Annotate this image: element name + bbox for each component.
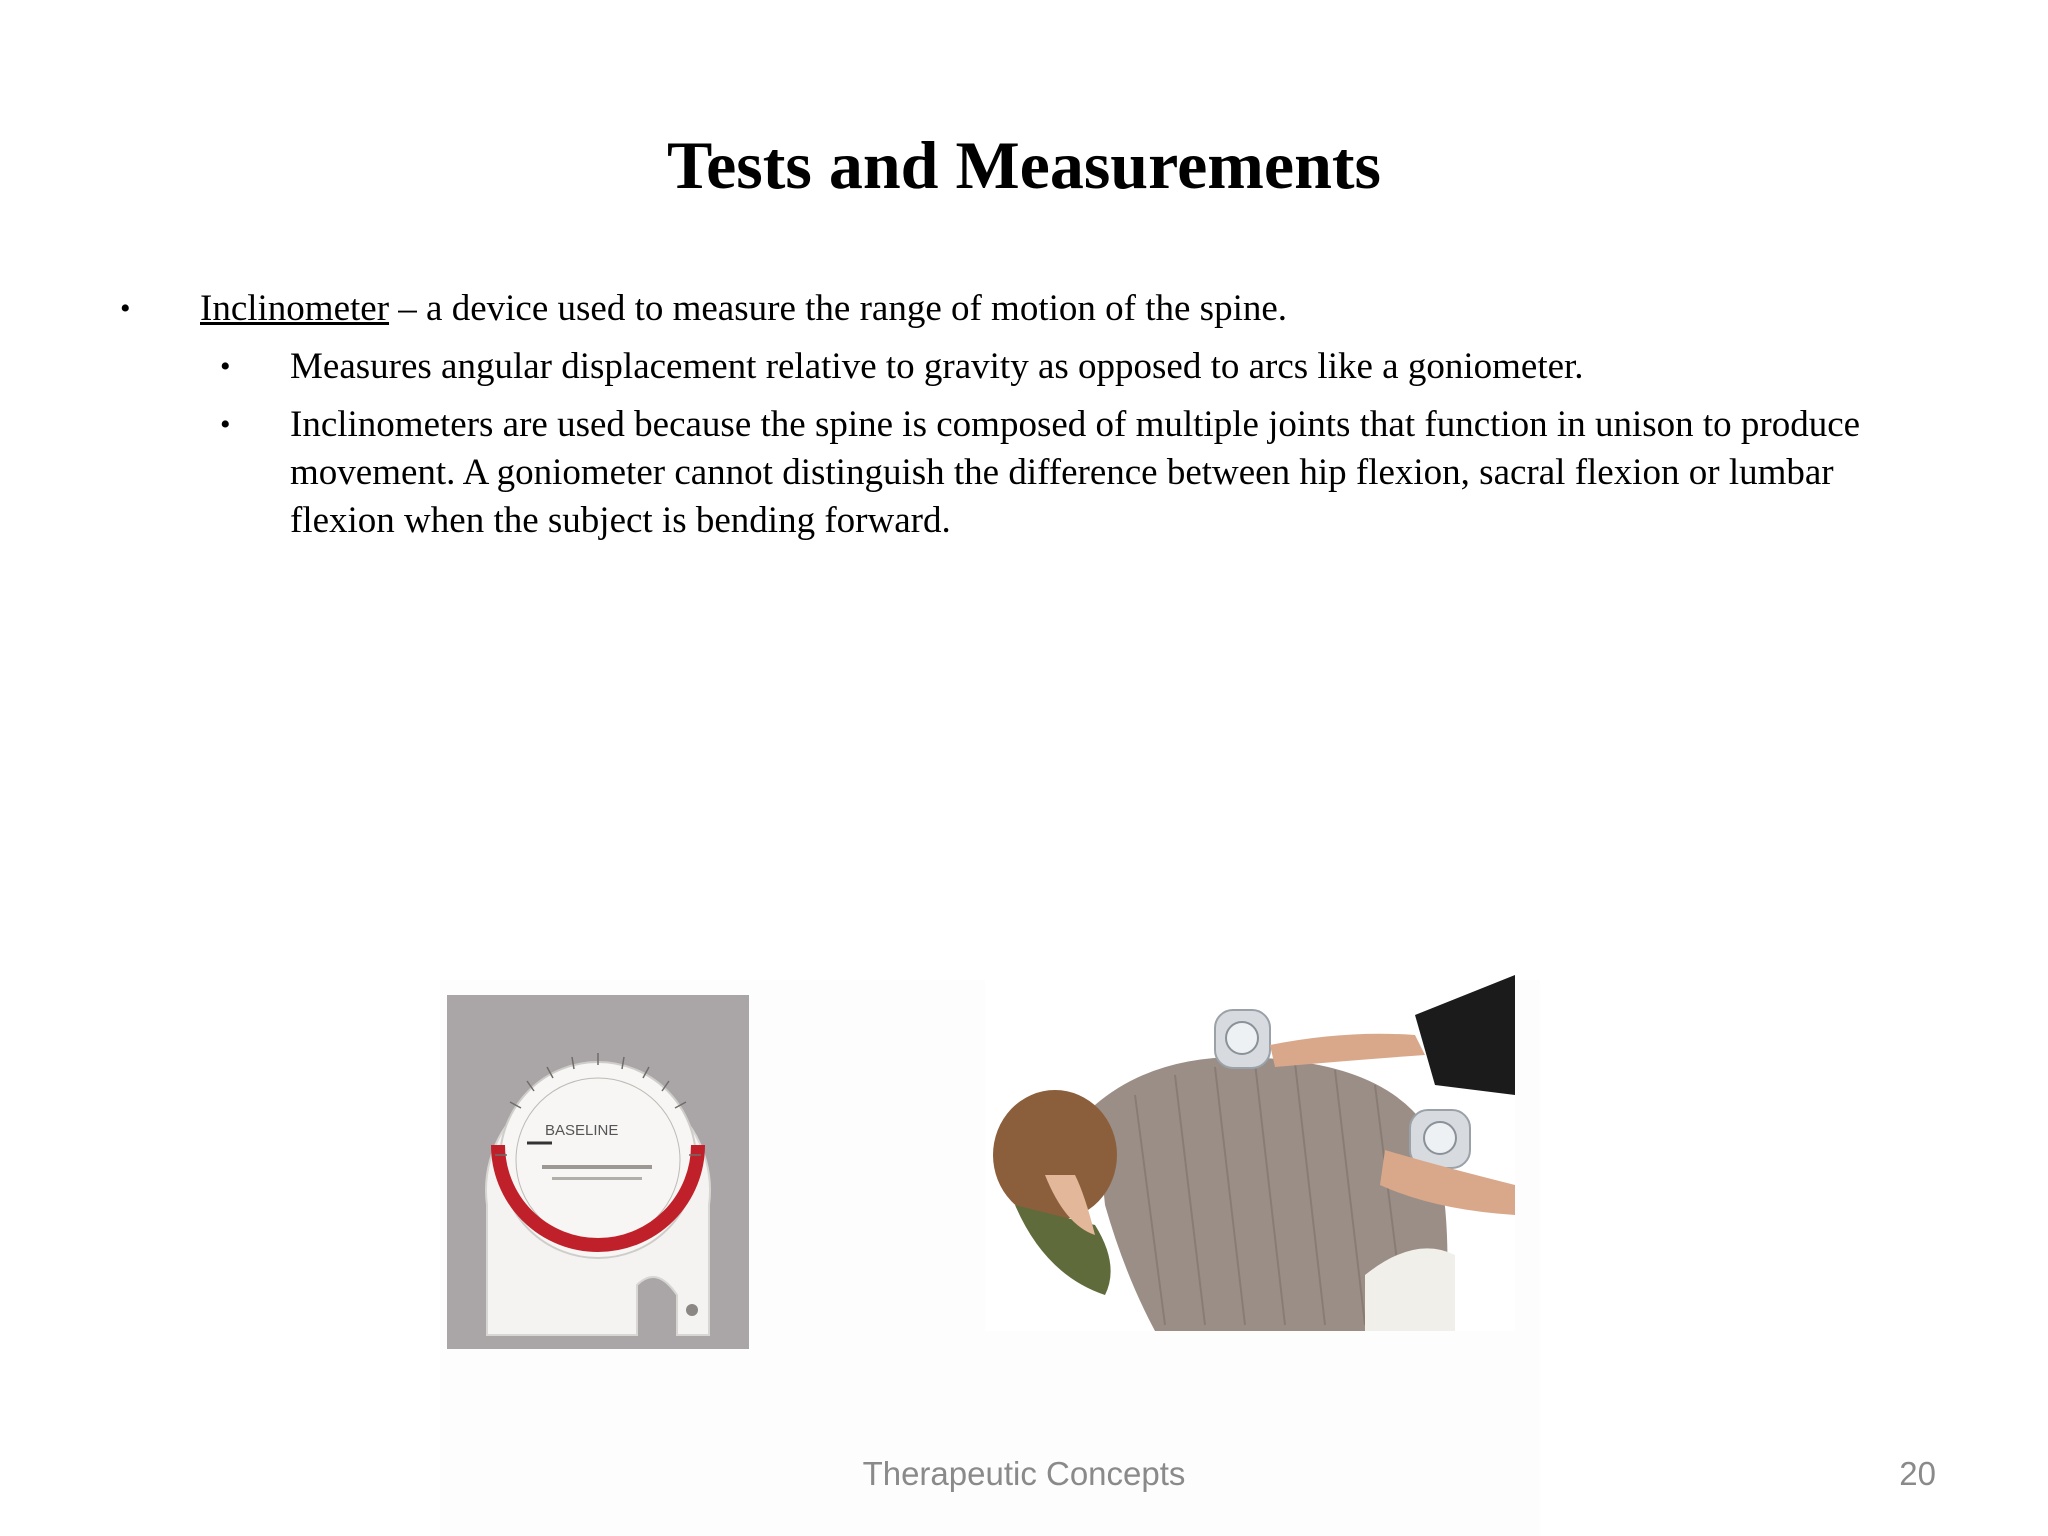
bullet-term: Inclinometer — [200, 288, 390, 329]
inclinometer-image — [447, 995, 749, 1349]
bullet-item — [120, 285, 1900, 333]
bullet-list — [0, 285, 2048, 545]
bullet-icon: • — [220, 408, 231, 441]
bullet-text: – a device used to measure the range of motion of the spine. — [389, 288, 1288, 329]
spine-measurement-image — [985, 975, 1515, 1331]
sub-bullet-item — [220, 401, 1890, 545]
sub-bullet-text: Inclinometers are used because the spine is composed of multiple joints that function in unison to produce movement. A goniometer cannot distinguish the difference between hip flexion, sacral flexion or lumbar flexion when the subject is bending forward. — [290, 404, 1861, 541]
bullet-icon: • — [220, 350, 231, 383]
footer-title: Therapeutic Concepts — [862, 1455, 1186, 1492]
inclinometer-illustration — [447, 995, 749, 1349]
spine-measurement-illustration — [985, 975, 1515, 1331]
inclinometer-label: BASELINE — [545, 1122, 619, 1139]
sub-bullet-text: Measures angular displacement relative to gravity as opposed to arcs like a goniometer. — [290, 346, 1584, 387]
slide-title: Tests and Measurements — [666, 127, 1382, 203]
page-number: 20 — [1899, 1455, 1936, 1492]
bullet-icon: • — [120, 292, 131, 325]
sub-bullet-item — [220, 343, 1890, 391]
